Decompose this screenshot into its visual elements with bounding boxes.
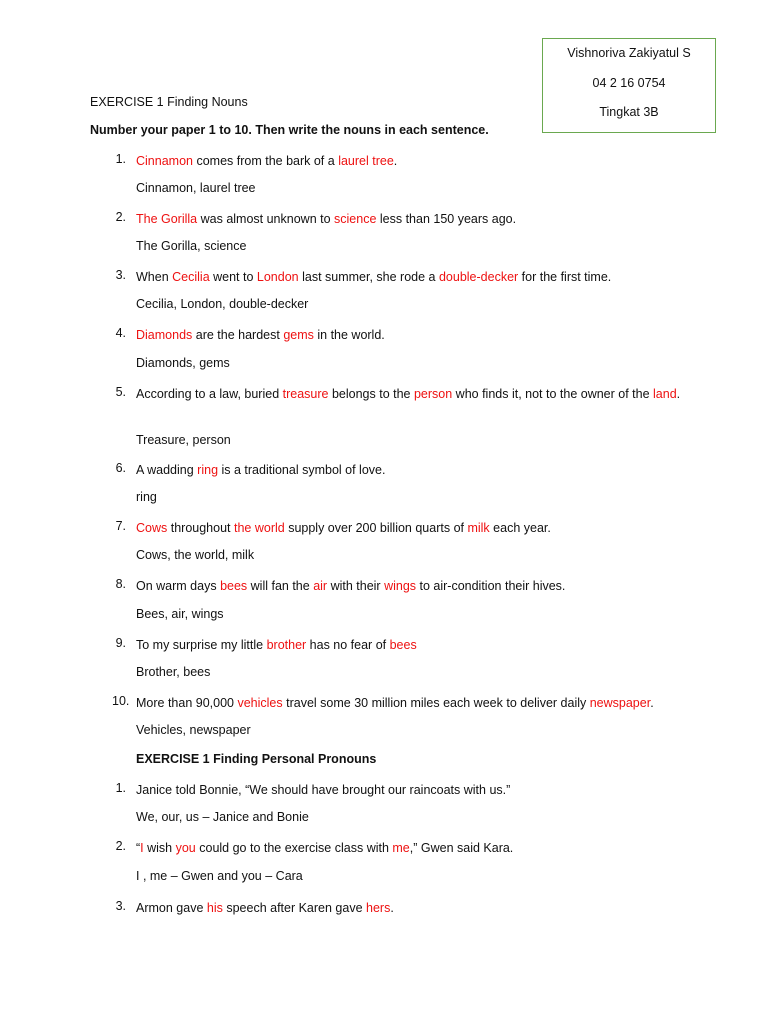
sentence-text: throughout <box>167 521 234 535</box>
exercise1-sentence <box>136 385 696 404</box>
student-name: Vishnoriva Zakiyatul S <box>567 46 691 60</box>
exercise1-sentence <box>136 519 696 538</box>
sentence-text: wish <box>143 841 176 855</box>
highlighted-word: I <box>140 841 144 855</box>
sentence-text: . <box>390 901 394 915</box>
highlighted-word: person <box>413 387 453 401</box>
sentence-text: less than 150 years ago. <box>376 212 517 226</box>
highlighted-word: wings <box>384 579 417 593</box>
exercise1-instruction: Number your paper 1 to 10. Then write the nouns in each sentence. <box>90 123 489 137</box>
sentence-text: was almost unknown to <box>197 212 335 226</box>
student-class: Tingkat 3B <box>599 105 659 119</box>
exercise1-answer: Cecilia, London, double-decker <box>136 297 309 311</box>
sentence-text: for the first time. <box>518 270 612 284</box>
exercise1-answer: Cows, the world, milk <box>136 548 255 562</box>
student-id: 04 2 16 0754 <box>592 76 666 90</box>
highlighted-word: double-decker <box>438 270 519 284</box>
sentence-text: is a traditional symbol of love. <box>218 463 386 477</box>
sentence-text: travel some 30 million miles each week to deliver daily <box>282 696 590 710</box>
sentence-text: On warm days <box>136 579 221 593</box>
exercise1-answer: Brother, bees <box>136 665 211 679</box>
highlighted-word: The Gorilla <box>136 212 198 226</box>
sentence-text: speech after Karen gave <box>222 901 367 915</box>
highlighted-word: London <box>256 270 299 284</box>
exercise1-item-number: 3. <box>115 268 126 282</box>
highlighted-word: bees <box>220 579 248 593</box>
highlighted-word: Cows <box>136 521 168 535</box>
sentence-text: Janice told Bonnie, “We should have brought our raincoats with us.” <box>136 783 511 797</box>
highlighted-word: bees <box>389 638 417 652</box>
highlighted-word: hers <box>366 901 391 915</box>
sentence-text: are the hardest <box>192 328 284 342</box>
exercise2-item-number: 2. <box>115 839 126 853</box>
exercise1-title: EXERCISE 1 Finding Nouns <box>90 95 248 109</box>
exercise1-item-number: 1. <box>115 152 126 166</box>
highlighted-word: newspaper <box>589 696 651 710</box>
exercise1-answer: Treasure, person <box>136 433 231 447</box>
exercise1-sentence <box>136 326 696 345</box>
exercise1-sentence <box>136 268 696 287</box>
highlighted-word: vehicles <box>237 696 283 710</box>
highlighted-word: gems <box>283 328 314 342</box>
exercise1-sentence <box>136 694 696 713</box>
sentence-text: According to a law, buried <box>136 387 283 401</box>
sentence-text: in the world. <box>313 328 385 342</box>
sentence-text: When <box>136 270 173 284</box>
exercise2-title: EXERCISE 1 Finding Personal Pronouns <box>136 752 377 766</box>
sentence-text: belongs to the <box>328 387 414 401</box>
exercise2-sentence <box>136 839 696 858</box>
exercise2-sentence <box>136 899 696 918</box>
highlighted-word: ring <box>197 463 219 477</box>
highlighted-word: milk <box>467 521 490 535</box>
sentence-text: . <box>676 387 681 401</box>
sentence-text: comes from the bark of a <box>192 154 339 168</box>
exercise1-answer: Diamonds, gems <box>136 356 230 370</box>
exercise1-answer: Vehicles, newspaper <box>136 723 251 737</box>
exercise1-sentence <box>136 577 696 596</box>
exercise1-sentence <box>136 210 696 229</box>
highlighted-word: air <box>313 579 328 593</box>
sentence-text: has no fear of <box>306 638 390 652</box>
exercise1-item-number: 2. <box>115 210 126 224</box>
sentence-text: last summer, she rode a <box>298 270 439 284</box>
exercise1-item-number: 4. <box>115 326 126 340</box>
exercise1-answer: The Gorilla, science <box>136 239 247 253</box>
student-info-box <box>542 38 716 133</box>
highlighted-word: Cinnamon <box>136 154 193 168</box>
exercise1-item-number: 8. <box>115 577 126 591</box>
exercise1-sentence <box>136 152 696 171</box>
exercise1-sentence <box>136 461 696 480</box>
exercise2-answer: We, our, us – Janice and Bonie <box>136 810 309 824</box>
exercise1-item-number: 5. <box>115 385 126 399</box>
sentence-text: To my surprise my little <box>136 638 267 652</box>
sentence-text: with their <box>327 579 385 593</box>
highlighted-word: Cecilia <box>172 270 210 284</box>
sentence-text: could go to the exercise class with <box>195 841 393 855</box>
exercise1-item-number: 10. <box>112 694 130 708</box>
highlighted-word: the world <box>233 521 285 535</box>
exercise2-sentence <box>136 781 696 800</box>
sentence-text: to air-condition their hives. <box>416 579 566 593</box>
highlighted-word: his <box>206 901 223 915</box>
highlighted-word: laurel tree <box>338 154 394 168</box>
highlighted-word: treasure <box>282 387 329 401</box>
highlighted-word: you <box>175 841 196 855</box>
highlighted-word: land <box>653 387 677 401</box>
exercise1-item-number: 6. <box>115 461 126 475</box>
sentence-text: who finds it, not to the owner of the <box>452 387 654 401</box>
sentence-text: More than 90,000 <box>136 696 238 710</box>
exercise1-answer: ring <box>136 490 157 504</box>
exercise1-answer: Bees, air, wings <box>136 607 224 621</box>
sentence-text: will fan the <box>247 579 314 593</box>
highlighted-word: brother <box>266 638 307 652</box>
highlighted-word: me <box>392 841 410 855</box>
highlighted-word: Diamonds <box>136 328 193 342</box>
sentence-text: supply over 200 billion quarts of <box>284 521 468 535</box>
sentence-text: went to <box>209 270 257 284</box>
exercise1-item-number: 7. <box>115 519 126 533</box>
exercise2-answer: I , me – Gwen and you – Cara <box>136 869 303 883</box>
exercise1-answer: Cinnamon, laurel tree <box>136 181 256 195</box>
highlighted-word: science <box>334 212 377 226</box>
sentence-text: each year. <box>489 521 551 535</box>
sentence-text: A wadding <box>136 463 198 477</box>
exercise2-item-number: 1. <box>115 781 126 795</box>
exercise1-sentence <box>136 636 696 655</box>
sentence-text: . <box>650 696 654 710</box>
sentence-text: ,” Gwen said Kara. <box>409 841 514 855</box>
exercise1-item-number: 9. <box>115 636 126 650</box>
sentence-text: “ <box>136 841 141 855</box>
sentence-text: . <box>393 154 398 168</box>
exercise2-item-number: 3. <box>115 899 126 913</box>
sentence-text: Armon gave <box>136 901 207 915</box>
